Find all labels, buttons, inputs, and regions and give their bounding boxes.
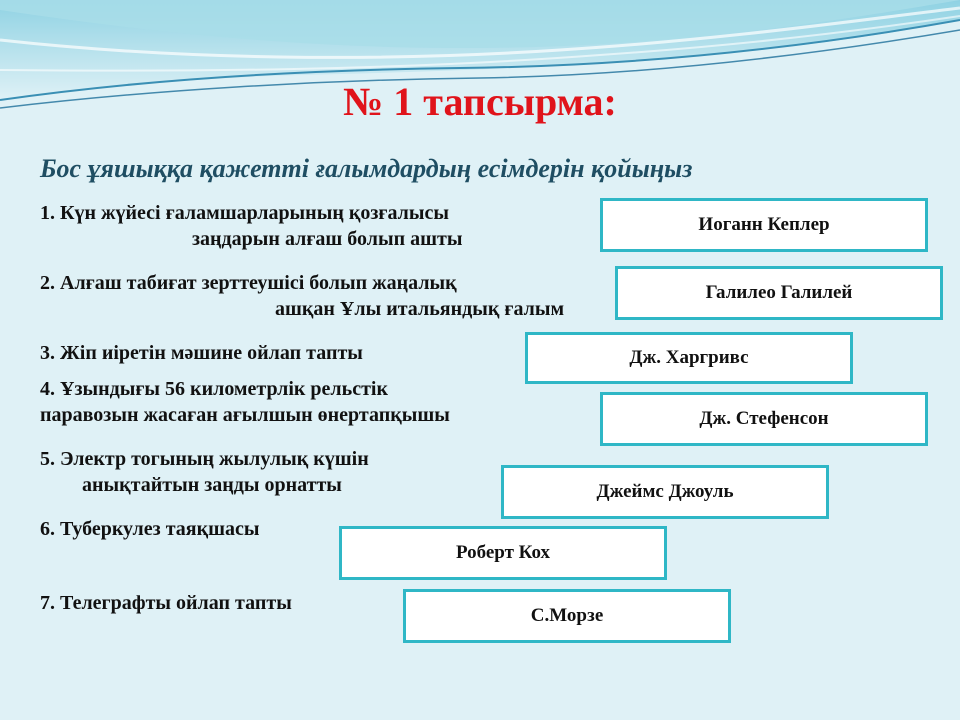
task-text: 6. Туберкулез таяқшасы [40, 518, 260, 540]
task-item [40, 376, 450, 428]
task-item [40, 446, 369, 498]
task-text: 3. Жіп иіретін мәшине ойлап тапты [40, 342, 363, 364]
answer-box-koch[interactable]: Роберт Кох [339, 526, 667, 580]
task-text: 5. Электр тогының жылулық күшін [40, 448, 369, 470]
task-text: 1. Күн жүйесі ғаламшарларының қозғалысы [40, 202, 449, 224]
answer-box-hargreaves[interactable]: Дж. Харгривс [525, 332, 853, 384]
slide-title: № 1 тапсырма: [343, 79, 617, 124]
task-text: 7. Телеграфты ойлап тапты [40, 592, 292, 614]
answer-box-galilei[interactable]: Галилео Галилей [615, 266, 943, 320]
task-text: заңдарын алғаш болып ашты [192, 228, 463, 250]
task-item [40, 516, 259, 542]
answer-box-joule[interactable]: Джеймс Джоуль [501, 465, 829, 519]
task-item [40, 200, 462, 252]
answer-box-stephenson[interactable]: Дж. Стефенсон [600, 392, 928, 446]
task-text: анықтайтын заңды орнатты [82, 474, 342, 496]
task-item [40, 340, 363, 366]
answer-box-kepler[interactable]: Иоганн Кеплер [600, 198, 928, 252]
task-item [40, 270, 564, 322]
task-text: ашқан Ұлы итальяндық ғалым [275, 298, 565, 320]
task-item [40, 590, 292, 616]
slide-subtitle: Бос ұяшыққа қажетті ғалымдардың есімдерін қойыңыз [40, 154, 693, 183]
task-text: паравозын жасаған ағылшын өнертапқышы [40, 404, 450, 426]
task-text: 2. Алғаш табиғат зерттеушісі болып жаңалық [40, 272, 457, 294]
task-text: 4. Ұзындығы 56 километрлік рельстік [40, 378, 389, 400]
answer-box-morse[interactable]: С.Морзе [403, 589, 731, 643]
